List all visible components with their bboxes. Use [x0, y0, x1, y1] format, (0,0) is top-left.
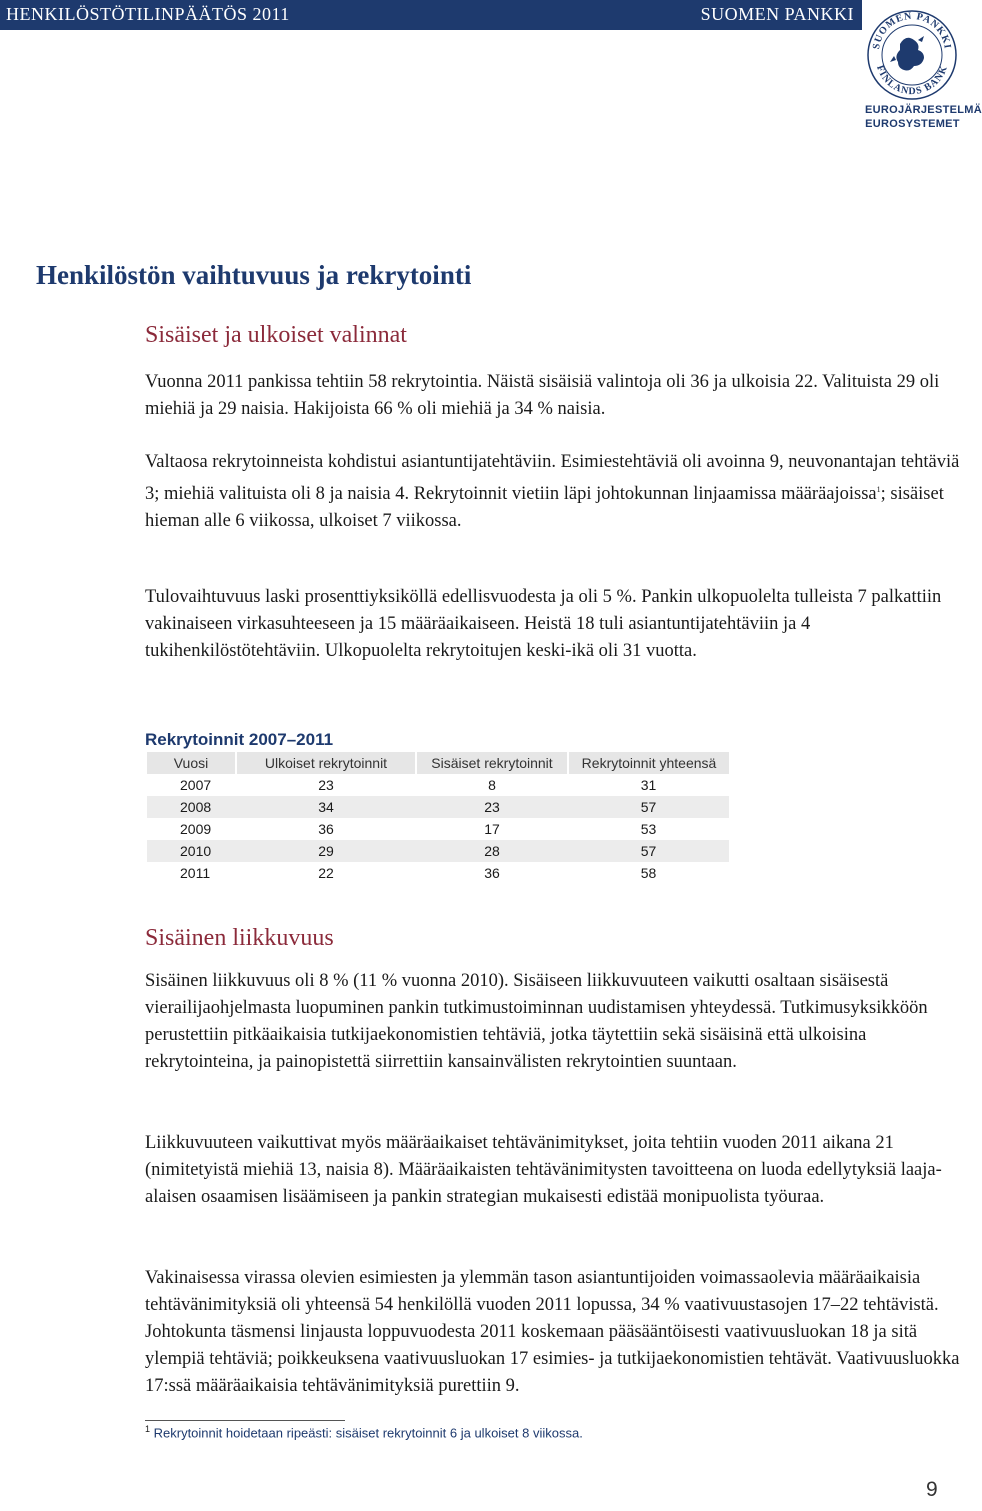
paragraph: Liikkuvuuteen vaikuttivat myös määräaikaiset tehtävänimitykset, joita tehtiin vuoden 2011 aikana 21 (nimitetyistä miehiä 13, naisia 8). Määräaikaisten tehtävänimitysten tavoitteena on luoda edellytyksiä laaja-alaisen osaamisen lisäämiseen ja pankin strategian mukaisesti edistää monipuolista työuraa. [145, 1133, 942, 1207]
table-cell: 22 [318, 865, 334, 881]
table-cell: 31 [640, 777, 657, 793]
table-cell: 2009 [180, 821, 212, 837]
footnote-reference: 1 [876, 485, 881, 494]
document-title: HENKILÖSTÖTILINPÄÄTÖS 2011 [6, 4, 290, 24]
table-cell: 2011 [180, 865, 211, 881]
table-title: Rekrytoinnit 2007–2011 [145, 730, 334, 749]
table-cell: 17 [484, 821, 500, 837]
table-cell: 57 [568, 840, 729, 862]
table-cell: 2007 [180, 777, 212, 793]
paragraph: Tulovaihtuvuus laski prosenttiyksiköllä edellisvuodesta ja oli 5 %. Pankin ulkopuolelta tulleista 7 palkattiin vakinaiseen virkasuhteeseen ja 15 määräaikaiseen. Heistä 18 tuli asiantuntijatehtäviin ja 4 tukihenkilöstötehtäviin. Ulkopuolelta rekrytoitujen keski-ikä oli 31 vuotta. [145, 587, 942, 661]
table-cell: 36 [318, 821, 334, 837]
eurosystem-label-fi: EUROJÄRJESTELMÄ [865, 104, 982, 116]
page-number: 9 [926, 1478, 938, 1501]
table-cell: 23 [416, 796, 568, 818]
paragraph: Sisäinen liikkuvuus oli 8 % (11 % vuonna 2010). Sisäiseen liikkuvuuteen vaikutti osaltaan sisäisestä vierailijaohjelmasta luopuminen pankin tutkimustoiminnan uudistamisen yhteydessä. Tutkimusyksikköön perustettiin pitkäaikaisia tutkijaekonomistien tehtäviä, jotka täytettiin sekä sisäisinä että ulkoisina rekrytointeina, ja painopistettä siirrettiin kansainvälisten rekrytointien suuntaan. [145, 971, 928, 1072]
paragraph: Vakinaisessa virassa olevien esimiesten ja ylemmän tason asiantuntijoiden voimassaolevia määräaikaisia tehtävänimityksiä oli yhteensä 54 henkilöllä vuoden 2011 lopussa, 34 % vaativuustasojen 17–22 tehtävistä. Johtokunta täsmensi linjausta loppuvuodesta 2011 koskemaan pääsääntöisesti vaativuusluokan 18 ja sitä ylempiä tehtäviä; poikkeuksena vaativuusluokan 17 esimies- ja tutkijaekonomistien tehtävät. Vaativuusluokka 17:ssä määräaikaisia tehtävänimityksiä purettiin 9. [145, 1268, 960, 1396]
section-heading-internal-external: Sisäiset ja ulkoiset valinnat [145, 322, 407, 348]
footnote [145, 1424, 583, 1440]
table-cell: 29 [236, 840, 416, 862]
table-cell: 57 [568, 796, 729, 818]
table-cell: 2008 [147, 796, 236, 818]
column-header: Vuosi [147, 752, 236, 774]
table-cell: 34 [236, 796, 416, 818]
table-row [147, 796, 729, 818]
column-header: Sisäiset rekrytoinnit [416, 752, 568, 774]
table-cell: 28 [416, 840, 568, 862]
table-cell: 23 [318, 777, 334, 793]
recruitment-table [147, 752, 729, 884]
footnote-marker: 1 [145, 1424, 151, 1434]
eurosystem-label-sv: EUROSYSTEMET [865, 118, 960, 130]
column-header: Ulkoiset rekrytoinnit [236, 752, 416, 774]
table-cell: 58 [640, 865, 657, 881]
table-cell: 8 [488, 777, 496, 793]
seal-ring-top-text: SUOMEN PANKKI [871, 10, 953, 51]
table-row [147, 774, 729, 796]
publisher-name: SUOMEN PANKKI [700, 4, 854, 24]
header-bar [0, 0, 862, 30]
footnote-divider [145, 1420, 345, 1421]
svg-text:FINLANDS BANK [874, 64, 950, 97]
seal-ring-bottom-text: FINLANDS BANK [874, 63, 951, 98]
table-row [147, 840, 729, 862]
paragraph: Valtaosa rekrytoinneista kohdistui asiantuntijatehtäviin. Esimiestehtäviä oli avoinna 9, neuvonantajan tehtäviä 3; miehiä valituista oli 8 ja naisia 4. Rekrytoinnit vietiin läpi johtokunnan linjaamissa määräajoissa$^1$; sisäiset hieman alle 6 viikossa, ulkoiset 7 viikossa. [145, 452, 960, 532]
footnote-text: Rekrytoinnit hoidetaan ripeästi: sisäiset rekrytoinnit 6 ja ulkoiset 8 viikossa. [150, 1425, 583, 1441]
table-row [147, 818, 729, 840]
column-header: Rekrytoinnit yhteensä [568, 752, 729, 774]
table-cell: 2010 [147, 840, 236, 862]
table-row [147, 862, 729, 884]
page-title: Henkilöstön vaihtuvuus ja rekrytointi [36, 260, 472, 290]
paragraph: Vuonna 2011 pankissa tehtiin 58 rekrytointia. Näistä sisäisiä valintoja oli 36 ja ulkoisia 22. Valituista 29 oli miehiä ja 29 naisia. Hakijoista 66 % oli miehiä ja 34 % naisia. [145, 372, 940, 419]
section-heading-internal-mobility: Sisäinen liikkuvuus [145, 925, 334, 951]
table-cell: 36 [484, 865, 500, 881]
table-header-row [147, 752, 729, 774]
table-cell: 53 [640, 821, 657, 837]
